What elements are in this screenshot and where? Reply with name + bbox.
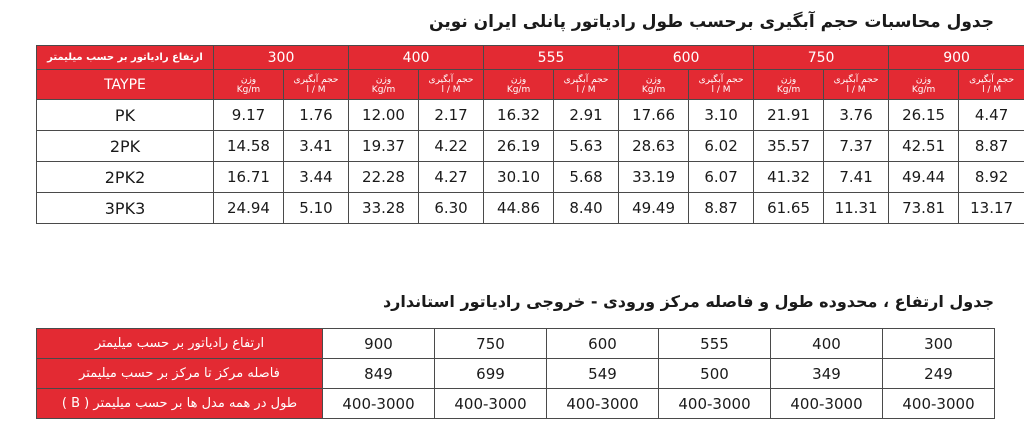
weight-cell: 44.86	[484, 193, 554, 224]
weight-unit: Kg/m	[371, 84, 396, 95]
volume-cell: 8.92	[959, 162, 1024, 193]
volume-unit: l / M	[846, 84, 866, 95]
weight-cell: 28.63	[619, 131, 689, 162]
volume-unit: l / M	[982, 84, 1002, 95]
weight-unit-header	[889, 70, 959, 100]
size-header: 300	[214, 46, 349, 70]
table2-title: جدول ارتفاع ، محدوده طول و فاصله مرکز ورودی - خروجی رادیاتور استاندارد	[382, 292, 994, 311]
row-label: ارتفاع رادیاتور بر حسب میلیمتر	[37, 329, 323, 359]
weight-unit: Kg/m	[776, 84, 801, 95]
weight-label: وزن	[915, 74, 932, 85]
weight-unit-header	[349, 70, 419, 100]
volume-cell: 3.44	[284, 162, 349, 193]
value-cell: 400-3000	[659, 389, 771, 419]
volume-cell: 2.91	[554, 100, 619, 131]
weight-cell: 35.57	[754, 131, 824, 162]
value-cell: 555	[659, 329, 771, 359]
weight-unit-header	[484, 70, 554, 100]
row-label: طول در همه مدل ها بر حسب میلیمتر ( B )	[37, 389, 323, 419]
value-cell: 400-3000	[771, 389, 883, 419]
table-row	[37, 389, 995, 419]
volume-unit: l / M	[306, 84, 326, 95]
weight-unit: Kg/m	[911, 84, 936, 95]
value-cell: 849	[323, 359, 435, 389]
table-row	[37, 193, 1024, 224]
volume-unit: l / M	[711, 84, 731, 95]
table1-title: جدول محاسبات حجم آبگیری برحسب طول رادیاتور پانلی ایران نوین	[429, 12, 994, 32]
weight-cell: 26.15	[889, 100, 959, 131]
value-cell: 900	[323, 329, 435, 359]
volume-cell: 4.47	[959, 100, 1024, 131]
table-row	[37, 100, 1024, 131]
row-label: فاصله مرکز تا مرکز بر حسب میلیمتر	[37, 359, 323, 389]
type-label: TAYPE	[37, 70, 214, 100]
volume-cell: 2.17	[419, 100, 484, 131]
size-header: 900	[889, 46, 1024, 70]
weight-cell: 19.37	[349, 131, 419, 162]
weight-cell: 41.32	[754, 162, 824, 193]
weight-cell: 26.19	[484, 131, 554, 162]
size-header: 600	[619, 46, 754, 70]
weight-cell: 17.66	[619, 100, 689, 131]
weight-cell: 49.44	[889, 162, 959, 193]
volume-label: حجم آبگیری	[698, 74, 744, 85]
value-cell: 549	[547, 359, 659, 389]
volume-cell: 5.63	[554, 131, 619, 162]
volume-cell: 6.30	[419, 193, 484, 224]
volume-cell: 5.10	[284, 193, 349, 224]
table-row	[37, 359, 995, 389]
value-cell: 500	[659, 359, 771, 389]
volume-unit-header	[689, 70, 754, 100]
weight-cell: 21.91	[754, 100, 824, 131]
volume-unit: l / M	[576, 84, 596, 95]
weight-label: وزن	[645, 74, 662, 85]
size-header: 750	[754, 46, 889, 70]
weight-unit-header	[214, 70, 284, 100]
value-cell: 400-3000	[883, 389, 995, 419]
volume-cell: 3.41	[284, 131, 349, 162]
weight-cell: 9.17	[214, 100, 284, 131]
value-cell: 699	[435, 359, 547, 389]
volume-cell: 4.22	[419, 131, 484, 162]
volume-label: حجم آبگیری	[563, 74, 609, 85]
volume-cell: 4.27	[419, 162, 484, 193]
volume-unit-header	[824, 70, 889, 100]
volume-cell: 8.87	[689, 193, 754, 224]
value-cell: 400	[771, 329, 883, 359]
volume-unit-header	[554, 70, 619, 100]
size-header: 400	[349, 46, 484, 70]
capacity-table	[36, 45, 1024, 224]
weight-cell: 12.00	[349, 100, 419, 131]
volume-label: حجم آبگیری	[833, 74, 879, 85]
volume-label: حجم آبگیری	[293, 74, 339, 85]
weight-unit: Kg/m	[506, 84, 531, 95]
volume-cell: 3.10	[689, 100, 754, 131]
volume-unit-header	[959, 70, 1024, 100]
weight-cell: 16.32	[484, 100, 554, 131]
value-cell: 750	[435, 329, 547, 359]
model-cell: PK	[37, 100, 214, 131]
model-cell: 2PK2	[37, 162, 214, 193]
volume-cell: 8.40	[554, 193, 619, 224]
weight-cell: 42.51	[889, 131, 959, 162]
weight-label: وزن	[375, 74, 392, 85]
weight-label: وزن	[240, 74, 257, 85]
unit-header-row	[37, 70, 1024, 100]
volume-cell: 1.76	[284, 100, 349, 131]
size-header-row	[37, 46, 1024, 70]
volume-cell: 7.37	[824, 131, 889, 162]
volume-cell: 7.41	[824, 162, 889, 193]
volume-unit-header	[419, 70, 484, 100]
weight-cell: 73.81	[889, 193, 959, 224]
weight-unit-header	[754, 70, 824, 100]
value-cell: 400-3000	[323, 389, 435, 419]
volume-cell: 5.68	[554, 162, 619, 193]
volume-label: حجم آبگیری	[428, 74, 474, 85]
volume-cell: 6.02	[689, 131, 754, 162]
weight-cell: 14.58	[214, 131, 284, 162]
weight-cell: 33.19	[619, 162, 689, 193]
weight-unit: Kg/m	[236, 84, 261, 95]
size-header: 555	[484, 46, 619, 70]
model-cell: 3PK3	[37, 193, 214, 224]
weight-cell: 30.10	[484, 162, 554, 193]
value-cell: 600	[547, 329, 659, 359]
weight-cell: 24.94	[214, 193, 284, 224]
weight-unit: Kg/m	[641, 84, 666, 95]
volume-cell: 6.07	[689, 162, 754, 193]
weight-label: وزن	[510, 74, 527, 85]
weight-cell: 33.28	[349, 193, 419, 224]
weight-cell: 61.65	[754, 193, 824, 224]
volume-cell: 8.87	[959, 131, 1024, 162]
table-row	[37, 329, 995, 359]
volume-label: حجم آبگیری	[969, 74, 1015, 85]
weight-cell: 49.49	[619, 193, 689, 224]
dimensions-table	[36, 328, 995, 419]
weight-label: وزن	[780, 74, 797, 85]
volume-cell: 13.17	[959, 193, 1024, 224]
volume-unit: l / M	[441, 84, 461, 95]
volume-cell: 11.31	[824, 193, 889, 224]
volume-unit-header	[284, 70, 349, 100]
model-cell: 2PK	[37, 131, 214, 162]
volume-cell: 3.76	[824, 100, 889, 131]
value-cell: 249	[883, 359, 995, 389]
table-row	[37, 131, 1024, 162]
value-cell: 349	[771, 359, 883, 389]
weight-unit-header	[619, 70, 689, 100]
table-row	[37, 162, 1024, 193]
value-cell: 400-3000	[435, 389, 547, 419]
value-cell: 300	[883, 329, 995, 359]
weight-cell: 22.28	[349, 162, 419, 193]
value-cell: 400-3000	[547, 389, 659, 419]
height-label: ارتفاع رادیاتور بر حسب میلیمتر	[37, 46, 214, 70]
weight-cell: 16.71	[214, 162, 284, 193]
